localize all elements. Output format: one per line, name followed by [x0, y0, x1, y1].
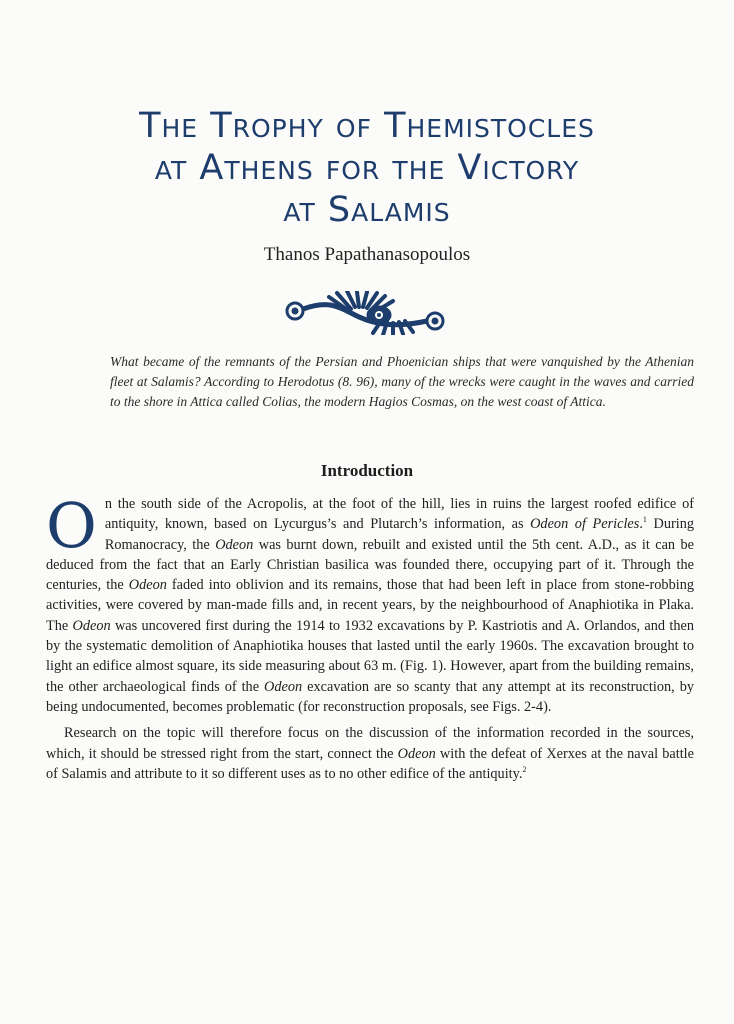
article-abstract: What became of the remnants of the Persian and Phoenician ships that were vanquished by the Athenian fleet at Salamis? According to Herodotus (8. 96), many of the wrecks were caught in the waves and carried to the shore in Attica called Colias, the modern Hagios Cosmas, on the west coast of Attica. — [110, 354, 694, 409]
drop-cap: O — [46, 489, 97, 562]
text-run: Research on the topic will therefore focus on the discussion of the information recorded in the sources, which, it should be stressed right from the start, connect the — [46, 725, 694, 762]
author-name: Thanos Papathanasopoulos — [263, 244, 471, 265]
text-run: During Romanocracy, the — [104, 516, 694, 553]
paragraph-2 — [46, 723, 694, 784]
italic-term: Odeon of Pericles — [530, 516, 640, 533]
footnote-ref: 1 — [642, 515, 647, 525]
text-run: excavation are so scanty that any attempt at its reconstruction, by being undocumented, becomes problematic (for reconstruction proposals, see Figs. 2-4). — [46, 678, 694, 715]
text-run: was uncovered first during the 1914 to 1932 excavations by P. Kastriotis and A. Orlandos, and then by the systematic demolition of Anaphiotika houses that lasted until the early 1960s. The excavation brought to light an edifice almost square, its side measuring about 63 m. (Fig. 1). However, apart from the building remains, the other archaeological finds of the — [46, 617, 694, 695]
italic-term: Odeon — [215, 536, 254, 553]
title-line-2: at Athens for the Victory — [154, 148, 580, 188]
italic-term: Odeon — [72, 617, 111, 634]
paragraph-1: On the south side of the Acropolis, at the foot of the hill, lies in ruins the largest roofed edifice of antiquity, known, based on Lycurgus’s and Plutarch’s information, as Odeon of Pericles.$^1$ During Romanocracy, the Odeon was burnt down, rebuilt and existed until the 5th cent. A.D., as it can be deduced from the fact that an Early Christian basilica was founded there, occupying part of it. Through the centuries, the Odeon faded into oblivion and its remains, those that had been left in place from stone-robbing activities, were covered by man-made fills and, in recent years, by the neighbourhood of Anaphiotika in Plaka. The Odeon was uncovered first during the 1914 to 1932 excavations by P. Kastriotis and A. Orlandos, and then by the systematic demolition of Anaphiotika houses that lasted until the early 1960s. The excavation brought to light an edifice almost square, its side measuring about 63 m. (Fig. 1). However, apart from the building remains, the other archaeological finds of the Odeon excavation are so scanty that any attempt at its reconstruction, by being undocumented, becomes problematic (for reconstruction proposals, see Figs. 2-4). — [46, 489, 695, 715]
palmette-scroll-ornament-icon — [281, 291, 449, 335]
title-line-3: at Salamis — [283, 190, 451, 230]
text-run: faded into oblivion and its remains, those that had been left in place from stone-robbing activities, were covered by man-made fills and, in recent years, by the neighbourhood of Anaphiotika in Plaka. The — [46, 577, 695, 634]
footnote-ref: 2 — [522, 765, 527, 775]
italic-term: Odeon — [397, 745, 436, 762]
text-run: n the south side of the Acropolis, at the foot of the hill, lies in ruins the largest roofed edifice of antiquity, known, based on Lycurgus’s and Plutarch’s information, as — [104, 496, 694, 533]
body-text — [46, 489, 695, 784]
italic-term: Odeon — [128, 577, 167, 594]
title-line-1: The Trophy of Themistocles — [139, 106, 595, 146]
italic-term: Odeon — [264, 678, 303, 695]
text-run: was burnt down, rebuilt and existed until the 5th cent. A.D., as it can be deduced from the fact that an Early Christian basilica was founded there, occupying part of it. Through the centuries, the — [46, 536, 695, 594]
text-run: with the defeat of Xerxes at the naval battle of Salamis and attribute to it so different uses as to no other edifice of the antiquity. — [46, 745, 695, 782]
section-heading-introduction: Introduction — [320, 461, 414, 480]
article-title — [60, 105, 674, 231]
